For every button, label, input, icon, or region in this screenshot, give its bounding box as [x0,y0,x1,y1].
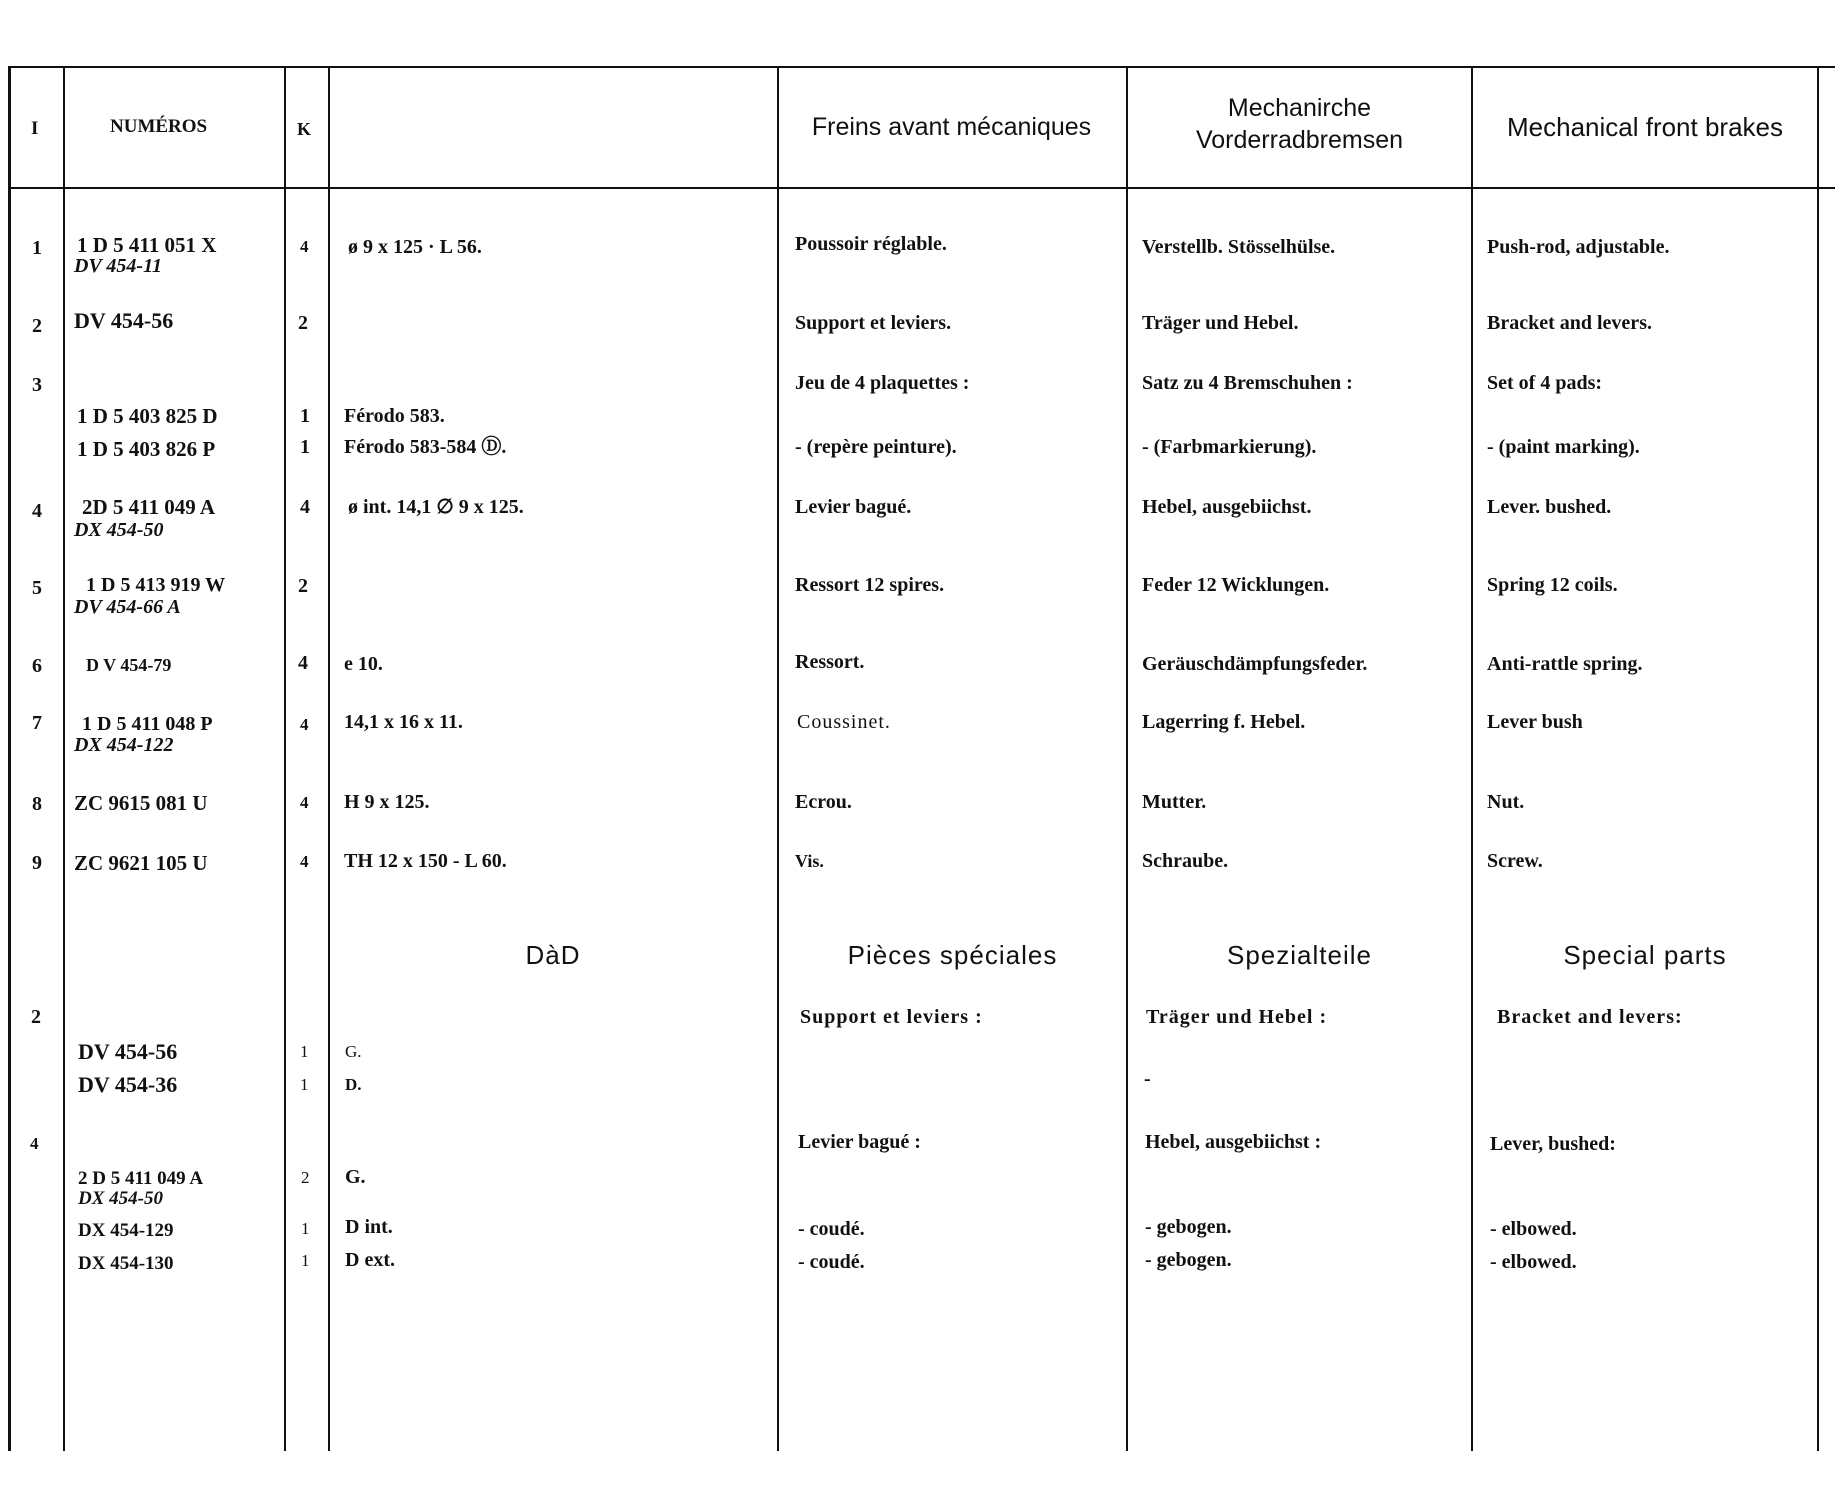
german-text: Feder 12 Wicklungen. [1142,574,1330,596]
german-text: Lagerring f. Hebel. [1142,711,1306,733]
english-text: Set of 4 pads: [1487,372,1603,394]
row-index: 5 [32,577,42,599]
specification: Férodo 583-584 Ⓓ. [344,436,507,458]
part-number-alt: DX 454-122 [74,734,174,756]
french-text: Support et leviers. [795,312,952,334]
german-text: Geräuschdämpfungsfeder. [1142,653,1368,675]
part-number: DX 454-130 [78,1253,174,1274]
french-text: Support et leviers : [800,1006,983,1028]
german-text: - gebogen. [1145,1249,1232,1271]
section-title-spec: DàD [525,940,581,970]
german-text: - [1144,1068,1151,1090]
quantity: 1 [300,436,310,458]
part-number: DV 454-36 [78,1072,178,1097]
part-number: 1 D 5 403 826 P [77,437,216,461]
row-index: 9 [32,852,42,874]
specification: ø int. 14,1 ∅ 9 x 125. [348,496,524,518]
quantity: 1 [300,1042,309,1061]
part-number-alt: DV 454-11 [74,255,162,277]
part-number: 1 D 5 413 919 W [86,574,226,596]
quantity: 2 [298,575,308,597]
english-text: Lever, bushed: [1490,1133,1616,1155]
part-number: DV 454-56 [78,1039,178,1064]
english-text: - elbowed. [1490,1251,1577,1273]
french-text: Poussoir réglable. [795,233,947,255]
quantity: 4 [300,237,309,256]
row-index: 4 [30,1134,39,1153]
french-text: - coudé. [798,1218,865,1240]
part-number: 1 D 5 411 051 X [77,233,217,257]
col-divider-4 [777,66,779,1451]
quantity: 2 [298,312,308,334]
part-number-alt: DV 454-66 A [74,596,181,618]
col-divider-3 [328,66,330,1451]
french-text: Ressort. [795,651,865,673]
specification: TH 12 x 150 - L 60. [344,850,507,872]
english-text: Bracket and levers: [1497,1006,1683,1028]
part-number: 2 D 5 411 049 A [78,1168,204,1189]
section-title-german: Spezialteile [1227,940,1372,970]
french-text: Jeu de 4 plaquettes : [795,372,970,394]
english-text: Push-rod, adjustable. [1487,236,1670,258]
specification: 14,1 x 16 x 11. [344,711,463,733]
quantity: 4 [300,496,310,518]
quantity: 1 [301,1219,310,1238]
quantity: 4 [300,715,309,734]
part-number-alt: DX 454-50 [78,1188,163,1209]
german-text: Hebel, ausgebiichst. [1142,496,1312,518]
header-numbers: NUMÉROS [110,116,208,137]
german-text: Träger und Hebel : [1146,1006,1328,1028]
french-text: Vis. [795,851,824,871]
english-text: Screw. [1487,850,1543,872]
german-text: Satz zu 4 Bremschuhen : [1142,372,1353,394]
specification: e 10. [344,653,383,675]
section-title-english: Special parts [1563,940,1727,970]
quantity: 1 [301,1251,310,1270]
german-text: Verstellb. Stösselhülse. [1142,236,1336,258]
specification: H 9 x 125. [344,791,430,813]
col-divider-1 [63,66,65,1451]
english-text: Lever. bushed. [1487,496,1612,518]
row-index: 8 [32,793,42,815]
col-divider-2 [284,66,286,1451]
english-text: Nut. [1487,791,1525,813]
german-text: Mutter. [1142,791,1207,813]
french-text: - (repère peinture). [795,436,957,458]
german-text: Hebel, ausgebiichst : [1145,1131,1322,1153]
row-index: 2 [31,1006,41,1028]
row-index: 4 [32,500,42,522]
left-border [8,66,11,1451]
quantity: 4 [298,652,308,674]
specification: Férodo 583. [344,405,445,427]
german-text: - (Farbmarkierung). [1142,436,1317,458]
part-number: D V 454-79 [86,655,172,675]
row-index: 3 [32,374,42,396]
part-number: 1 D 5 403 825 D [77,404,218,428]
section-title-french: Pièces spéciales [847,940,1058,970]
quantity: 2 [301,1168,310,1187]
specification: ø 9 x 125 · L 56. [348,236,482,258]
quantity: 4 [300,793,309,812]
header-index: I [31,118,39,139]
row-index: 1 [32,237,42,259]
english-text: Anti-rattle spring. [1487,653,1643,675]
col-divider-7 [1817,66,1819,1451]
specification: D ext. [345,1249,395,1271]
english-text: Bracket and levers. [1487,312,1652,334]
part-number: DX 454-129 [78,1220,174,1241]
col-divider-5 [1126,66,1128,1451]
english-text: - elbowed. [1490,1218,1577,1240]
english-text: - (paint marking). [1487,436,1640,458]
french-text: - coudé. [798,1251,865,1273]
header-german-1: Mechanirche [1227,94,1372,122]
quantity: 1 [300,405,310,427]
part-number: ZC 9615 081 U [74,791,208,815]
specification: D. [345,1075,362,1094]
part-number: 1 D 5 411 048 P [82,713,213,735]
german-text: Träger und Hebel. [1142,312,1299,334]
french-text: Ecrou. [795,791,852,813]
german-text: Schraube. [1142,850,1229,872]
french-text: Ressort 12 spires. [795,574,945,596]
quantity: 4 [300,852,309,871]
top-rule [8,66,1835,68]
col-divider-6 [1471,66,1473,1451]
header-qty: K [297,119,312,139]
header-french: Freins avant mécaniques [811,113,1092,141]
row-index: 7 [32,712,42,734]
specification: G. [345,1166,366,1188]
english-text: Lever bush [1487,711,1583,733]
english-text: Spring 12 coils. [1487,574,1618,596]
row-index: 2 [32,315,42,337]
german-text: - gebogen. [1145,1216,1232,1238]
part-number: 2D 5 411 049 A [82,495,216,519]
french-text: Levier bagué. [795,496,912,518]
specification: D int. [345,1216,393,1238]
part-number-alt: DX 454-50 [74,519,164,541]
french-text: Coussinet. [797,711,891,733]
header-english: Mechanical front brakes [1506,112,1784,142]
french-text: Levier bagué : [798,1131,921,1153]
part-number: ZC 9621 105 U [74,851,208,875]
specification: G. [345,1042,362,1061]
part-number: DV 454-56 [74,308,174,333]
row-index: 6 [32,655,42,677]
header-rule [8,187,1835,189]
quantity: 1 [300,1075,309,1094]
header-german-2: Vorderradbremsen [1195,126,1404,154]
